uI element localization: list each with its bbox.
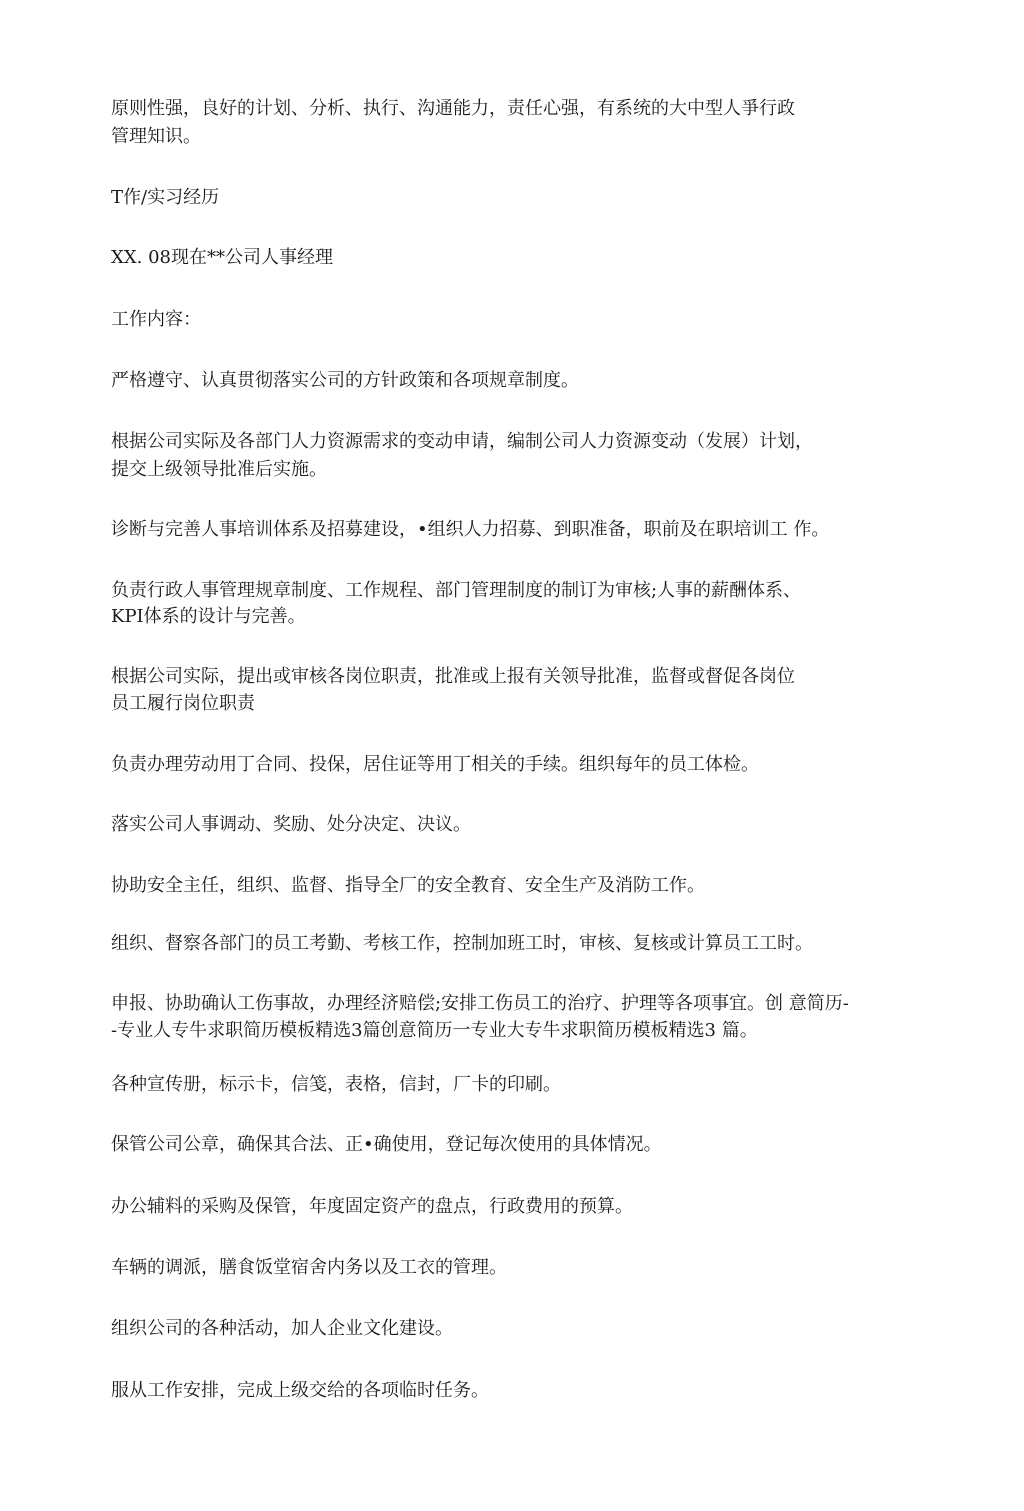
text-line: 各种宣传册，标示卡，信笺，表格，信封，厂卡的印刷。: [111, 1074, 561, 1095]
section-heading: T作/实习经历: [111, 187, 220, 208]
text-line: 车辆的调派，膳食饭堂宿舍内务以及工衣的管理。: [111, 1257, 507, 1278]
text-line: 组织、督察各部门的员工考勤、考核工作，控制加班工时，审核、复核或计算员工工时。: [111, 933, 813, 954]
text-line: 管理知识。: [111, 126, 201, 147]
text-line: 根据公司实际及各部门人力资源需求的变动申请，编制公司人力资源变动（发展）计划，: [111, 431, 813, 452]
text-line: 组织公司的各种活动，加人企业文化建设。: [111, 1318, 453, 1339]
text-line: 负责办理劳动用丁合同、投保，居住证等用丁相关的手续。组织每年的员工体检。: [111, 754, 759, 775]
text-line: 原则性强，良好的计划、分析、执行、沟通能力，责任心强，有系统的大中型人爭行政: [111, 98, 795, 119]
text-line: 诊断与完善人事培训体系及招募建设，•组织人力招募、到职准备，职前及在职培训工 作。: [111, 519, 830, 540]
subheading: 工作内容：: [111, 309, 201, 330]
text-line: 办公辅料的采购及保管，年度固定资产的盘点，行政费用的预算。: [111, 1196, 633, 1217]
text-line: 提交上级领导批准后实施。: [111, 459, 327, 480]
text-line: 保管公司公章，确保其合法、正•确使用，登记毎次使用的具体情况。: [111, 1134, 662, 1155]
text-line: 严格遵守、认真贯彻落实公司的方针政策和各项规章制度。: [111, 370, 579, 391]
text-line: 服从工作安排，完成上级交给的各项临时任务。: [111, 1380, 489, 1401]
text-line: 负责行政人事管理规章制度、工作规程、部门管理制度的制订为审核;人事的薪酬体系、: [111, 580, 802, 601]
text-line: KPI体系的设计与完善。: [111, 606, 306, 627]
text-line: 落实公司人事调动、奖励、处分决定、决议。: [111, 814, 471, 835]
text-line: 员工履行岗位职责: [111, 693, 255, 714]
text-line: 协助安全主任，组织、监督、指导全厂的安全教育、安全生产及消防工作。: [111, 875, 705, 896]
text-line: 申报、协助确认工伤事故，办理经济赔偿;安排工伤员工的治疗、护理等各项事宜。创 意简历-: [111, 993, 849, 1014]
text-line: -专业人专牛求职简历模板精选3篇创意简历一专业大专牛求职简历模板精选3 篇。: [111, 1020, 758, 1041]
job-title-line: XX. 08现在**公司人事经理: [111, 247, 333, 268]
text-line: 根据公司实际，提出或审核各岗位职责，批准或上报有关领导批准，监督或督促各岗位: [111, 666, 795, 687]
